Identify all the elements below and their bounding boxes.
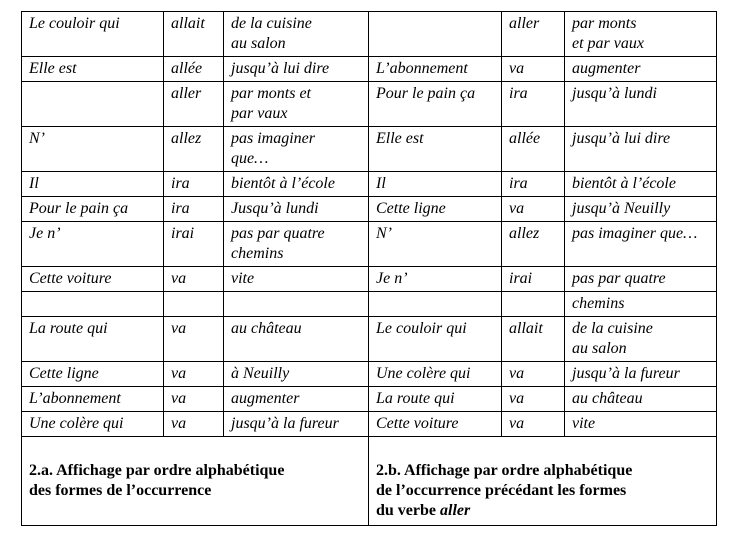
table-cell: pas imaginer que… — [565, 222, 717, 267]
table-cell: aller — [164, 82, 224, 127]
table-cell: bientôt à l’école — [224, 172, 369, 197]
table-cell — [22, 82, 164, 127]
table-cell: irai — [164, 222, 224, 267]
table-row — [22, 127, 717, 172]
table-cell: Une colère qui — [369, 362, 502, 387]
table-cell: allait — [502, 317, 565, 362]
table-cell: aller — [502, 12, 565, 57]
table-cell: Elle est — [22, 57, 164, 82]
table-cell: Le couloir qui — [22, 12, 164, 57]
table-cell: Il — [22, 172, 164, 197]
table-cell: va — [164, 387, 224, 412]
table-cell: Jusqu’à lundi — [224, 197, 369, 222]
table-cell — [224, 292, 369, 317]
caption-b-text — [376, 461, 711, 521]
table-cell — [369, 292, 502, 317]
table-cell: va — [164, 362, 224, 387]
table-cell: Une colère qui — [22, 412, 164, 437]
table-row — [22, 82, 717, 127]
table-row — [22, 362, 717, 387]
table-row — [22, 387, 717, 412]
caption-b-main: 2.b. Affichage par ordre alphabétique de l’occurrence précédant les formes du verbe — [376, 462, 633, 519]
table-cell: Cette voiture — [22, 267, 164, 292]
table-cell: Elle est — [369, 127, 502, 172]
table-cell: jusqu’à la fureur — [224, 412, 369, 437]
table-cell: La route qui — [22, 317, 164, 362]
table-row — [22, 197, 717, 222]
table-cell: va — [502, 197, 565, 222]
table-cell: va — [164, 317, 224, 362]
table-cell: va — [502, 362, 565, 387]
table-row — [22, 267, 717, 292]
table-cell: augmenter — [224, 387, 369, 412]
table-cell: jusqu’à lui dire — [224, 57, 369, 82]
table-cell: jusqu’à la fureur — [565, 362, 717, 387]
table-cell: pas par quatre — [565, 267, 717, 292]
table-cell: pas imaginer que… — [224, 127, 369, 172]
table-cell: à Neuilly — [224, 362, 369, 387]
table-cell: pas par quatre chemins — [224, 222, 369, 267]
table-cell: Cette ligne — [369, 197, 502, 222]
table-cell: allée — [164, 57, 224, 82]
table-cell: jusqu’à lundi — [565, 82, 717, 127]
table-cell: Je n’ — [369, 267, 502, 292]
table-cell: jusqu’à Neuilly — [565, 197, 717, 222]
table-row — [22, 172, 717, 197]
table-cell: Il — [369, 172, 502, 197]
table-cell: vite — [224, 267, 369, 292]
table-cell: va — [164, 267, 224, 292]
table-cell: va — [502, 387, 565, 412]
table-cell: vite — [565, 412, 717, 437]
table-cell: allait — [164, 12, 224, 57]
caption-a: 2.a. Affichage par ordre alphabétique des formes de l’occurrence — [22, 437, 369, 526]
caption-b — [369, 437, 717, 526]
table-cell: Pour le pain ça — [22, 197, 164, 222]
table-cell: Le couloir qui — [369, 317, 502, 362]
table-cell: va — [502, 412, 565, 437]
table-cell: L’abonnement — [369, 57, 502, 82]
concordance-figure — [21, 11, 717, 526]
table-cell: allée — [502, 127, 565, 172]
table-row — [22, 317, 717, 362]
table-cell: bientôt à l’école — [565, 172, 717, 197]
table-cell: allez — [164, 127, 224, 172]
table-cell: allez — [502, 222, 565, 267]
table-cell: va — [502, 57, 565, 82]
table-cell: chemins — [565, 292, 717, 317]
concordance-table — [21, 11, 717, 526]
table-cell: Pour le pain ça — [369, 82, 502, 127]
table-cell: au château — [565, 387, 717, 412]
table-cell: ira — [502, 82, 565, 127]
table-cell: ira — [164, 172, 224, 197]
table-cell: N’ — [369, 222, 502, 267]
table-cell: va — [164, 412, 224, 437]
caption-row — [22, 437, 717, 526]
table-cell: ira — [164, 197, 224, 222]
table-row — [22, 412, 717, 437]
table-cell: de la cuisine au salon — [224, 12, 369, 57]
table-cell: augmenter — [565, 57, 717, 82]
table-cell: Je n’ — [22, 222, 164, 267]
table-row — [22, 292, 717, 317]
table-cell: jusqu’à lui dire — [565, 127, 717, 172]
table-row — [22, 12, 717, 57]
caption-b-verb: aller — [440, 502, 471, 519]
table-cell: au château — [224, 317, 369, 362]
table-cell: par monts et par vaux — [224, 82, 369, 127]
table-cell: par monts et par vaux — [565, 12, 717, 57]
table-cell: N’ — [22, 127, 164, 172]
concordance-body — [22, 12, 717, 437]
table-cell: ira — [502, 172, 565, 197]
table-cell: irai — [502, 267, 565, 292]
table-cell: Cette ligne — [22, 362, 164, 387]
table-cell: de la cuisine au salon — [565, 317, 717, 362]
table-cell — [22, 292, 164, 317]
table-row — [22, 57, 717, 82]
table-cell: La route qui — [369, 387, 502, 412]
table-cell: L’abonnement — [22, 387, 164, 412]
table-cell: Cette voiture — [369, 412, 502, 437]
table-cell — [369, 12, 502, 57]
table-cell — [502, 292, 565, 317]
table-row — [22, 222, 717, 267]
table-cell — [164, 292, 224, 317]
